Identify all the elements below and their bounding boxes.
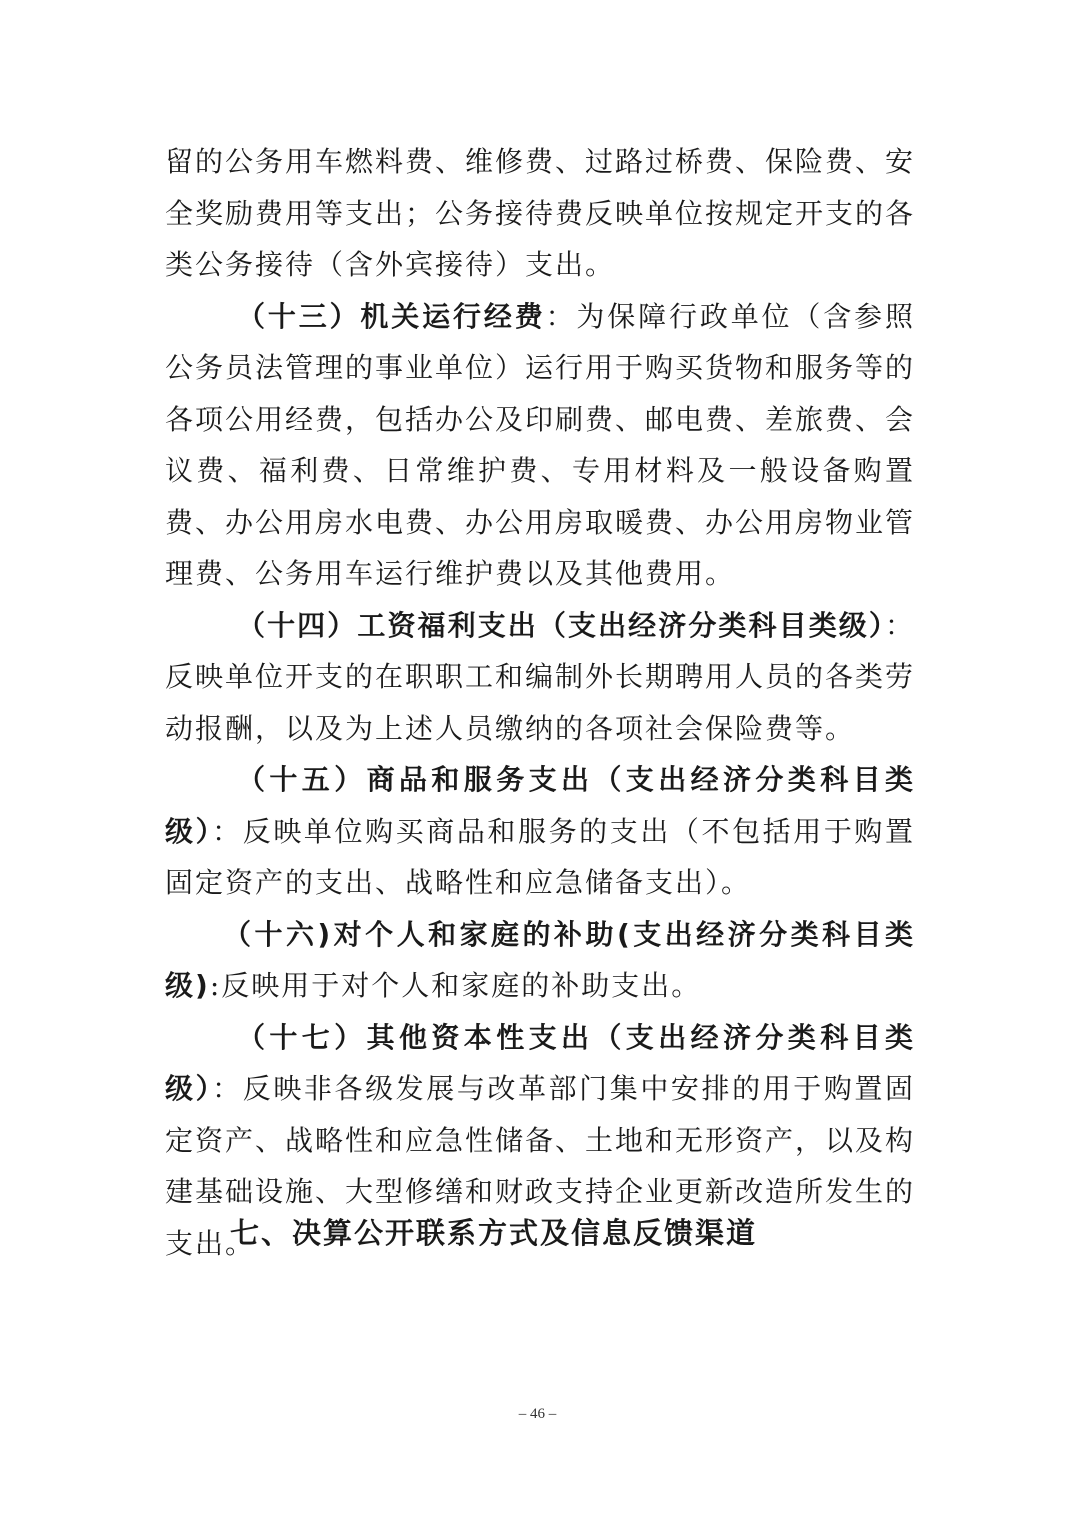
paragraph-text: ：反映单位购买商品和服务的支出（不包括用于购置固定资产的支出、战略性和应急储备支出）。 — [165, 814, 915, 899]
paragraph-15 — [165, 754, 915, 909]
body-text — [165, 136, 915, 1269]
paragraph-continued — [165, 136, 915, 291]
paragraph-term: （十三）机关运行经费 — [237, 299, 546, 333]
paragraph-term: （十五）商品和服务支出（支出经济分类科目类级） — [165, 763, 915, 848]
paragraph-13 — [165, 291, 915, 600]
page-number: – 46 – — [518, 1406, 557, 1422]
paragraph-term: （十七）其他资本性支出（支出经济分类科目类级） — [165, 1020, 915, 1105]
paragraph-text: 留的公务用车燃料费、维修费、过路过桥费、保险费、安全奖励费用等支出；公务接待费反映单位按规定开支的各类公务接待（含外宾接待）支出。 — [165, 145, 916, 281]
paragraph-16 — [165, 909, 915, 1012]
paragraph-text: ：反映非各级发展与改革部门集中安排的用于购置固定资产、战略性和应急性储备、土地和无形资产，以及构建基础设施、大型修缮和财政支持企业更新改造所发生的支出。 — [165, 1072, 916, 1260]
section-heading: 七、决算公开联系方式及信息反馈渠道 — [230, 1216, 758, 1250]
paragraph-text: :反映用于对个人和家庭的补助支出。 — [209, 969, 702, 1002]
paragraph-term: （十四）工资福利支出（支出经济分类科目类级） — [237, 608, 885, 642]
paragraph-text: ：为保障行政单位（含参照公务员法管理的事业单位）运行用于购买货物和服务等的各项公用经费，包括办公及印刷费、邮电费、差旅费、会议费、福利费、日常维护费、专用材料及一般设备购置费、办公用房水电费、办公用房取暖费、办公用房物业管理费、公务用车运行维护费以及其他费用。 — [165, 299, 916, 590]
paragraph-term: （十六)对个人和家庭的补助(支出经济分类科目类级) — [165, 917, 915, 1002]
paragraph-14 — [165, 600, 915, 755]
paragraph-text: ：反映单位开支的在职职工和编制外长期聘用人员的各类劳动报酬，以及为上述人员缴纳的各项社会保险费等。 — [165, 608, 916, 745]
